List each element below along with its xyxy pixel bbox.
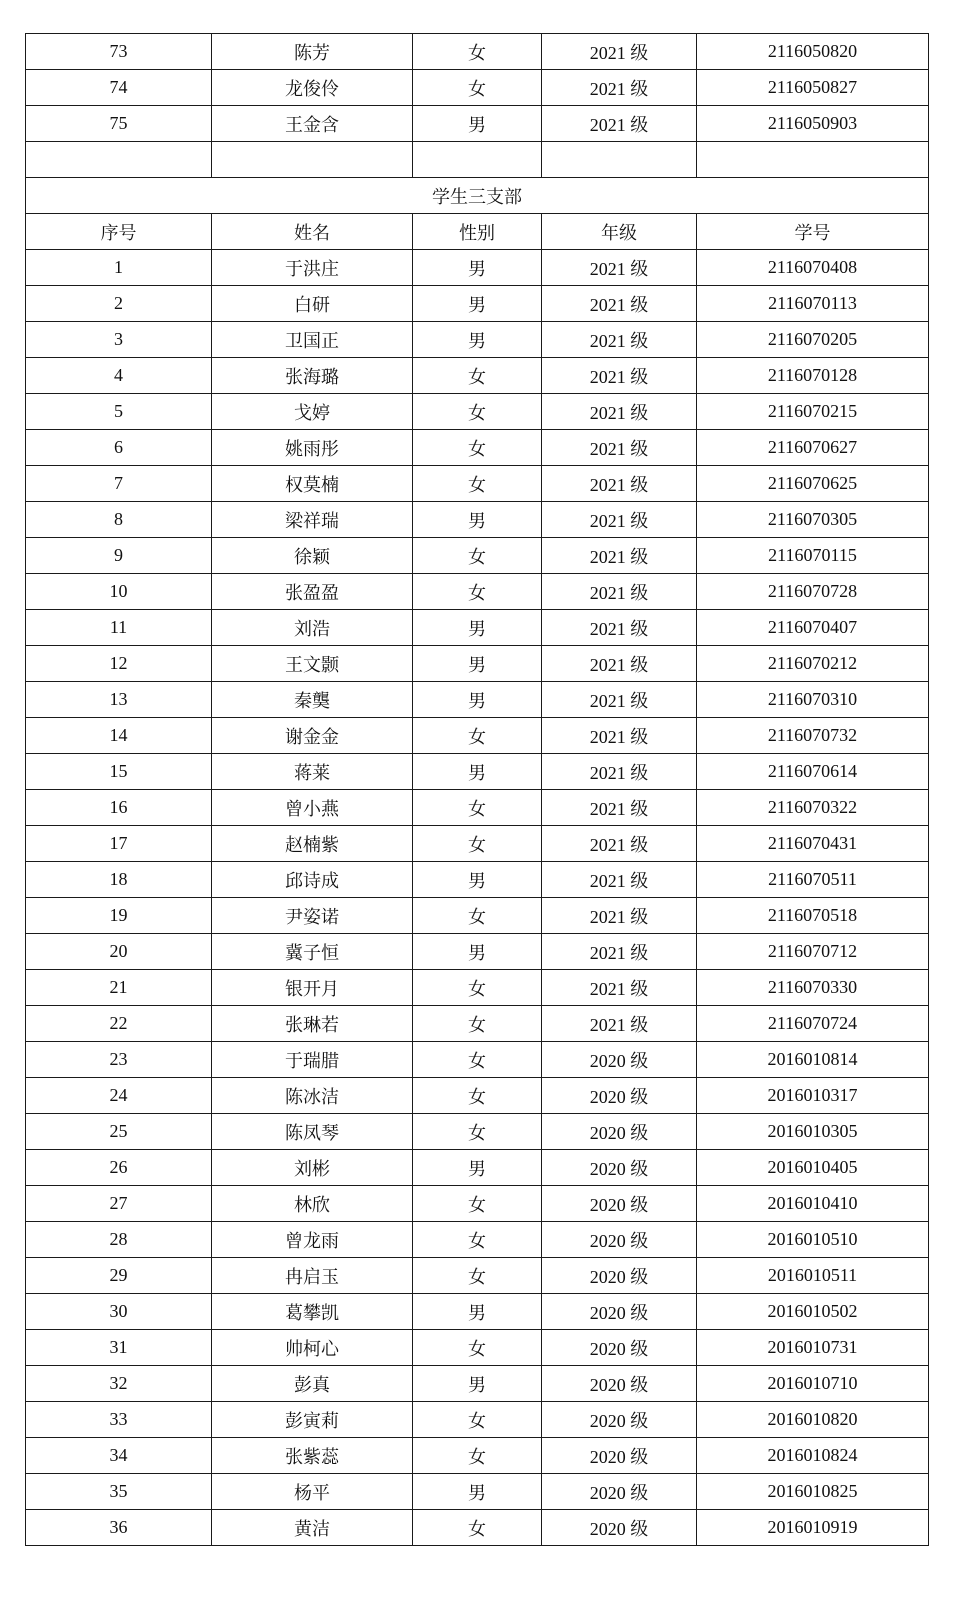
cell-grade: 2020 级 xyxy=(542,1078,697,1114)
cell-name: 冀子恒 xyxy=(212,934,413,970)
cell-no: 12 xyxy=(26,646,212,682)
cell-gender: 女 xyxy=(413,1438,542,1474)
cell-gender: 男 xyxy=(413,1366,542,1402)
cell-grade: 2020 级 xyxy=(542,1042,697,1078)
table-row xyxy=(26,1186,929,1222)
cell-id: 2016010305 xyxy=(697,1114,929,1150)
table-row xyxy=(26,682,929,718)
cell-grade: 2020 级 xyxy=(542,1222,697,1258)
table-row xyxy=(26,1006,929,1042)
cell-name: 姚雨彤 xyxy=(212,430,413,466)
table-row xyxy=(26,574,929,610)
cell-grade: 2021 级 xyxy=(542,574,697,610)
cell-no: 27 xyxy=(26,1186,212,1222)
cell-grade: 2021 级 xyxy=(542,718,697,754)
cell-no: 15 xyxy=(26,754,212,790)
cell-no: 18 xyxy=(26,862,212,898)
header-gender: 性别 xyxy=(413,214,542,250)
cell-id: 2016010710 xyxy=(697,1366,929,1402)
table-row xyxy=(26,250,929,286)
header-grade: 年级 xyxy=(542,214,697,250)
cell-name: 权莫楠 xyxy=(212,466,413,502)
cell-name: 刘彬 xyxy=(212,1150,413,1186)
cell-grade xyxy=(542,142,697,178)
table-row xyxy=(26,466,929,502)
cell-grade: 2021 级 xyxy=(542,934,697,970)
cell-name: 陈冰洁 xyxy=(212,1078,413,1114)
cell-id: 2016010814 xyxy=(697,1042,929,1078)
cell-gender: 女 xyxy=(413,1042,542,1078)
cell-name: 彭真 xyxy=(212,1366,413,1402)
cell-id: 2116070215 xyxy=(697,394,929,430)
table-row xyxy=(26,430,929,466)
cell-no: 2 xyxy=(26,286,212,322)
cell-id: 2116070625 xyxy=(697,466,929,502)
cell-grade: 2020 级 xyxy=(542,1510,697,1546)
cell-gender: 女 xyxy=(413,574,542,610)
cell-no: 8 xyxy=(26,502,212,538)
cell-no: 20 xyxy=(26,934,212,970)
cell-name: 陈芳 xyxy=(212,34,413,70)
cell-no: 13 xyxy=(26,682,212,718)
cell-no: 7 xyxy=(26,466,212,502)
cell-grade: 2020 级 xyxy=(542,1330,697,1366)
cell-id: 2016010731 xyxy=(697,1330,929,1366)
cell-gender: 男 xyxy=(413,1150,542,1186)
cell-grade: 2020 级 xyxy=(542,1114,697,1150)
cell-id: 2116070407 xyxy=(697,610,929,646)
cell-no: 26 xyxy=(26,1150,212,1186)
table-row xyxy=(26,1114,929,1150)
cell-id: 2016010824 xyxy=(697,1438,929,1474)
cell-no: 35 xyxy=(26,1474,212,1510)
cell-name: 龙俊伶 xyxy=(212,70,413,106)
cell-name: 于洪庄 xyxy=(212,250,413,286)
cell-gender: 女 xyxy=(413,70,542,106)
cell-name: 银开月 xyxy=(212,970,413,1006)
cell-gender: 女 xyxy=(413,1006,542,1042)
cell-gender: 女 xyxy=(413,718,542,754)
table-row xyxy=(26,610,929,646)
cell-gender: 女 xyxy=(413,394,542,430)
cell-no: 25 xyxy=(26,1114,212,1150)
cell-no: 22 xyxy=(26,1006,212,1042)
cell-grade: 2020 级 xyxy=(542,1474,697,1510)
table-row xyxy=(26,790,929,826)
cell-name: 戈婷 xyxy=(212,394,413,430)
cell-name: 谢金金 xyxy=(212,718,413,754)
cell-no: 1 xyxy=(26,250,212,286)
cell-id: 2016010820 xyxy=(697,1402,929,1438)
cell-name: 白研 xyxy=(212,286,413,322)
table-row xyxy=(26,538,929,574)
section-title: 学生三支部 xyxy=(26,178,929,214)
cell-no: 30 xyxy=(26,1294,212,1330)
table-row xyxy=(26,1330,929,1366)
cell-name: 秦龑 xyxy=(212,682,413,718)
table-row xyxy=(26,286,929,322)
cell-id: 2116070113 xyxy=(697,286,929,322)
cell-gender: 女 xyxy=(413,1330,542,1366)
cell-name: 葛攀凯 xyxy=(212,1294,413,1330)
cell-no: 5 xyxy=(26,394,212,430)
cell-grade: 2020 级 xyxy=(542,1366,697,1402)
cell-gender: 女 xyxy=(413,1186,542,1222)
cell-grade: 2020 级 xyxy=(542,1438,697,1474)
cell-name: 赵楠紫 xyxy=(212,826,413,862)
table-row xyxy=(26,1474,929,1510)
cell-no: 24 xyxy=(26,1078,212,1114)
table-row xyxy=(26,1222,929,1258)
cell-id: 2116050820 xyxy=(697,34,929,70)
cell-gender: 女 xyxy=(413,466,542,502)
cell-grade: 2021 级 xyxy=(542,970,697,1006)
cell-no: 36 xyxy=(26,1510,212,1546)
table-row xyxy=(26,394,929,430)
cell-grade: 2021 级 xyxy=(542,1006,697,1042)
table-row xyxy=(26,1438,929,1474)
cell-no: 3 xyxy=(26,322,212,358)
cell-no: 75 xyxy=(26,106,212,142)
cell-id: 2016010510 xyxy=(697,1222,929,1258)
cell-name: 卫国正 xyxy=(212,322,413,358)
cell-gender: 男 xyxy=(413,862,542,898)
cell-grade: 2021 级 xyxy=(542,790,697,826)
cell-id: 2116070728 xyxy=(697,574,929,610)
cell-grade: 2021 级 xyxy=(542,394,697,430)
cell-no: 17 xyxy=(26,826,212,862)
empty-row xyxy=(26,142,929,178)
cell-name: 黄洁 xyxy=(212,1510,413,1546)
roster-body xyxy=(26,34,929,1546)
cell-grade: 2021 级 xyxy=(542,34,697,70)
cell-gender: 男 xyxy=(413,934,542,970)
cell-grade: 2021 级 xyxy=(542,106,697,142)
cell-id: 2116070330 xyxy=(697,970,929,1006)
cell-id: 2116070305 xyxy=(697,502,929,538)
cell-grade: 2020 级 xyxy=(542,1186,697,1222)
cell-grade: 2021 级 xyxy=(542,754,697,790)
cell-no: 4 xyxy=(26,358,212,394)
cell-gender: 女 xyxy=(413,358,542,394)
cell-id: 2016010919 xyxy=(697,1510,929,1546)
cell-no: 32 xyxy=(26,1366,212,1402)
cell-id: 2116070732 xyxy=(697,718,929,754)
header-name: 姓名 xyxy=(212,214,413,250)
cell-name: 梁祥瑞 xyxy=(212,502,413,538)
cell-gender: 男 xyxy=(413,250,542,286)
cell-gender: 女 xyxy=(413,898,542,934)
cell-no: 33 xyxy=(26,1402,212,1438)
cell-gender: 女 xyxy=(413,1510,542,1546)
cell-id: 2116070408 xyxy=(697,250,929,286)
cell-id: 2116070431 xyxy=(697,826,929,862)
table-row xyxy=(26,1366,929,1402)
cell-id: 2116070322 xyxy=(697,790,929,826)
cell-gender: 女 xyxy=(413,970,542,1006)
cell-no: 29 xyxy=(26,1258,212,1294)
table-row xyxy=(26,106,929,142)
cell-grade: 2021 级 xyxy=(542,286,697,322)
cell-id: 2116070212 xyxy=(697,646,929,682)
table-row xyxy=(26,898,929,934)
table-row xyxy=(26,1150,929,1186)
table-row xyxy=(26,646,929,682)
cell-gender: 女 xyxy=(413,1402,542,1438)
header-row xyxy=(26,214,929,250)
cell-grade: 2021 级 xyxy=(542,322,697,358)
table-row xyxy=(26,1294,929,1330)
cell-no: 34 xyxy=(26,1438,212,1474)
cell-grade: 2020 级 xyxy=(542,1258,697,1294)
cell-gender: 男 xyxy=(413,1474,542,1510)
cell-id: 2116070518 xyxy=(697,898,929,934)
cell-gender: 女 xyxy=(413,1222,542,1258)
cell-name: 冉启玉 xyxy=(212,1258,413,1294)
cell-gender: 男 xyxy=(413,646,542,682)
cell-gender: 女 xyxy=(413,1114,542,1150)
cell-id: 2016010511 xyxy=(697,1258,929,1294)
header-id: 学号 xyxy=(697,214,929,250)
cell-id: 2116070205 xyxy=(697,322,929,358)
cell-no: 11 xyxy=(26,610,212,646)
student-roster-table xyxy=(25,33,929,1546)
table-row xyxy=(26,970,929,1006)
table-row xyxy=(26,1402,929,1438)
table-row xyxy=(26,1510,929,1546)
cell-no: 6 xyxy=(26,430,212,466)
cell-name: 于瑞腊 xyxy=(212,1042,413,1078)
cell-grade: 2020 级 xyxy=(542,1294,697,1330)
table-row xyxy=(26,502,929,538)
cell-id: 2016010410 xyxy=(697,1186,929,1222)
cell-name: 帅柯心 xyxy=(212,1330,413,1366)
cell-id: 2116070115 xyxy=(697,538,929,574)
cell-name: 张盈盈 xyxy=(212,574,413,610)
cell-gender: 男 xyxy=(413,322,542,358)
table-row xyxy=(26,1078,929,1114)
cell-name: 杨平 xyxy=(212,1474,413,1510)
cell-grade: 2021 级 xyxy=(542,826,697,862)
cell-grade: 2021 级 xyxy=(542,646,697,682)
table-row xyxy=(26,754,929,790)
cell-name: 刘浩 xyxy=(212,610,413,646)
cell-gender: 女 xyxy=(413,826,542,862)
cell-grade: 2021 级 xyxy=(542,70,697,106)
cell-id: 2116050903 xyxy=(697,106,929,142)
cell-no: 21 xyxy=(26,970,212,1006)
cell-name: 曾龙雨 xyxy=(212,1222,413,1258)
cell-gender xyxy=(413,142,542,178)
cell-no: 31 xyxy=(26,1330,212,1366)
cell-gender: 男 xyxy=(413,1294,542,1330)
table-row xyxy=(26,826,929,862)
table-row xyxy=(26,1042,929,1078)
cell-gender: 男 xyxy=(413,106,542,142)
cell-id: 2116070712 xyxy=(697,934,929,970)
cell-name: 蒋莱 xyxy=(212,754,413,790)
cell-gender: 女 xyxy=(413,1078,542,1114)
cell-name: 彭寅莉 xyxy=(212,1402,413,1438)
table-row xyxy=(26,358,929,394)
cell-gender: 男 xyxy=(413,286,542,322)
cell-name: 张紫蕊 xyxy=(212,1438,413,1474)
table-row xyxy=(26,862,929,898)
cell-gender: 女 xyxy=(413,1258,542,1294)
cell-grade: 2020 级 xyxy=(542,1402,697,1438)
cell-grade: 2021 级 xyxy=(542,898,697,934)
cell-id: 2116050827 xyxy=(697,70,929,106)
cell-no xyxy=(26,142,212,178)
cell-id: 2116070511 xyxy=(697,862,929,898)
cell-grade: 2021 级 xyxy=(542,682,697,718)
table-row xyxy=(26,934,929,970)
table-row xyxy=(26,34,929,70)
cell-id: 2016010317 xyxy=(697,1078,929,1114)
cell-no: 28 xyxy=(26,1222,212,1258)
table-row xyxy=(26,718,929,754)
cell-grade: 2021 级 xyxy=(542,466,697,502)
table-row xyxy=(26,1258,929,1294)
header-no: 序号 xyxy=(26,214,212,250)
cell-grade: 2021 级 xyxy=(542,250,697,286)
cell-no: 10 xyxy=(26,574,212,610)
cell-name: 徐颖 xyxy=(212,538,413,574)
cell-no: 14 xyxy=(26,718,212,754)
cell-grade: 2020 级 xyxy=(542,1150,697,1186)
cell-id: 2016010405 xyxy=(697,1150,929,1186)
cell-name: 曾小燕 xyxy=(212,790,413,826)
cell-id: 2116070724 xyxy=(697,1006,929,1042)
cell-gender: 男 xyxy=(413,682,542,718)
cell-id: 2116070128 xyxy=(697,358,929,394)
cell-id: 2016010502 xyxy=(697,1294,929,1330)
table-row xyxy=(26,70,929,106)
cell-name: 林欣 xyxy=(212,1186,413,1222)
cell-no: 74 xyxy=(26,70,212,106)
cell-name: 张琳若 xyxy=(212,1006,413,1042)
cell-gender: 男 xyxy=(413,754,542,790)
cell-gender: 女 xyxy=(413,34,542,70)
cell-gender: 女 xyxy=(413,538,542,574)
cell-name: 张海璐 xyxy=(212,358,413,394)
cell-no: 23 xyxy=(26,1042,212,1078)
table-row xyxy=(26,322,929,358)
cell-no: 73 xyxy=(26,34,212,70)
cell-gender: 男 xyxy=(413,610,542,646)
cell-name: 邱诗成 xyxy=(212,862,413,898)
cell-grade: 2021 级 xyxy=(542,502,697,538)
cell-no: 9 xyxy=(26,538,212,574)
cell-gender: 女 xyxy=(413,430,542,466)
cell-name: 王金含 xyxy=(212,106,413,142)
cell-gender: 女 xyxy=(413,790,542,826)
cell-grade: 2021 级 xyxy=(542,430,697,466)
cell-name: 陈凤琴 xyxy=(212,1114,413,1150)
section-title-row xyxy=(26,178,929,214)
cell-name: 王文颢 xyxy=(212,646,413,682)
cell-gender: 男 xyxy=(413,502,542,538)
cell-grade: 2021 级 xyxy=(542,610,697,646)
cell-no: 16 xyxy=(26,790,212,826)
cell-name: 尹姿诺 xyxy=(212,898,413,934)
cell-id xyxy=(697,142,929,178)
cell-id: 2116070310 xyxy=(697,682,929,718)
cell-id: 2016010825 xyxy=(697,1474,929,1510)
cell-no: 19 xyxy=(26,898,212,934)
cell-name xyxy=(212,142,413,178)
cell-id: 2116070627 xyxy=(697,430,929,466)
cell-grade: 2021 级 xyxy=(542,358,697,394)
cell-id: 2116070614 xyxy=(697,754,929,790)
cell-grade: 2021 级 xyxy=(542,862,697,898)
cell-grade: 2021 级 xyxy=(542,538,697,574)
